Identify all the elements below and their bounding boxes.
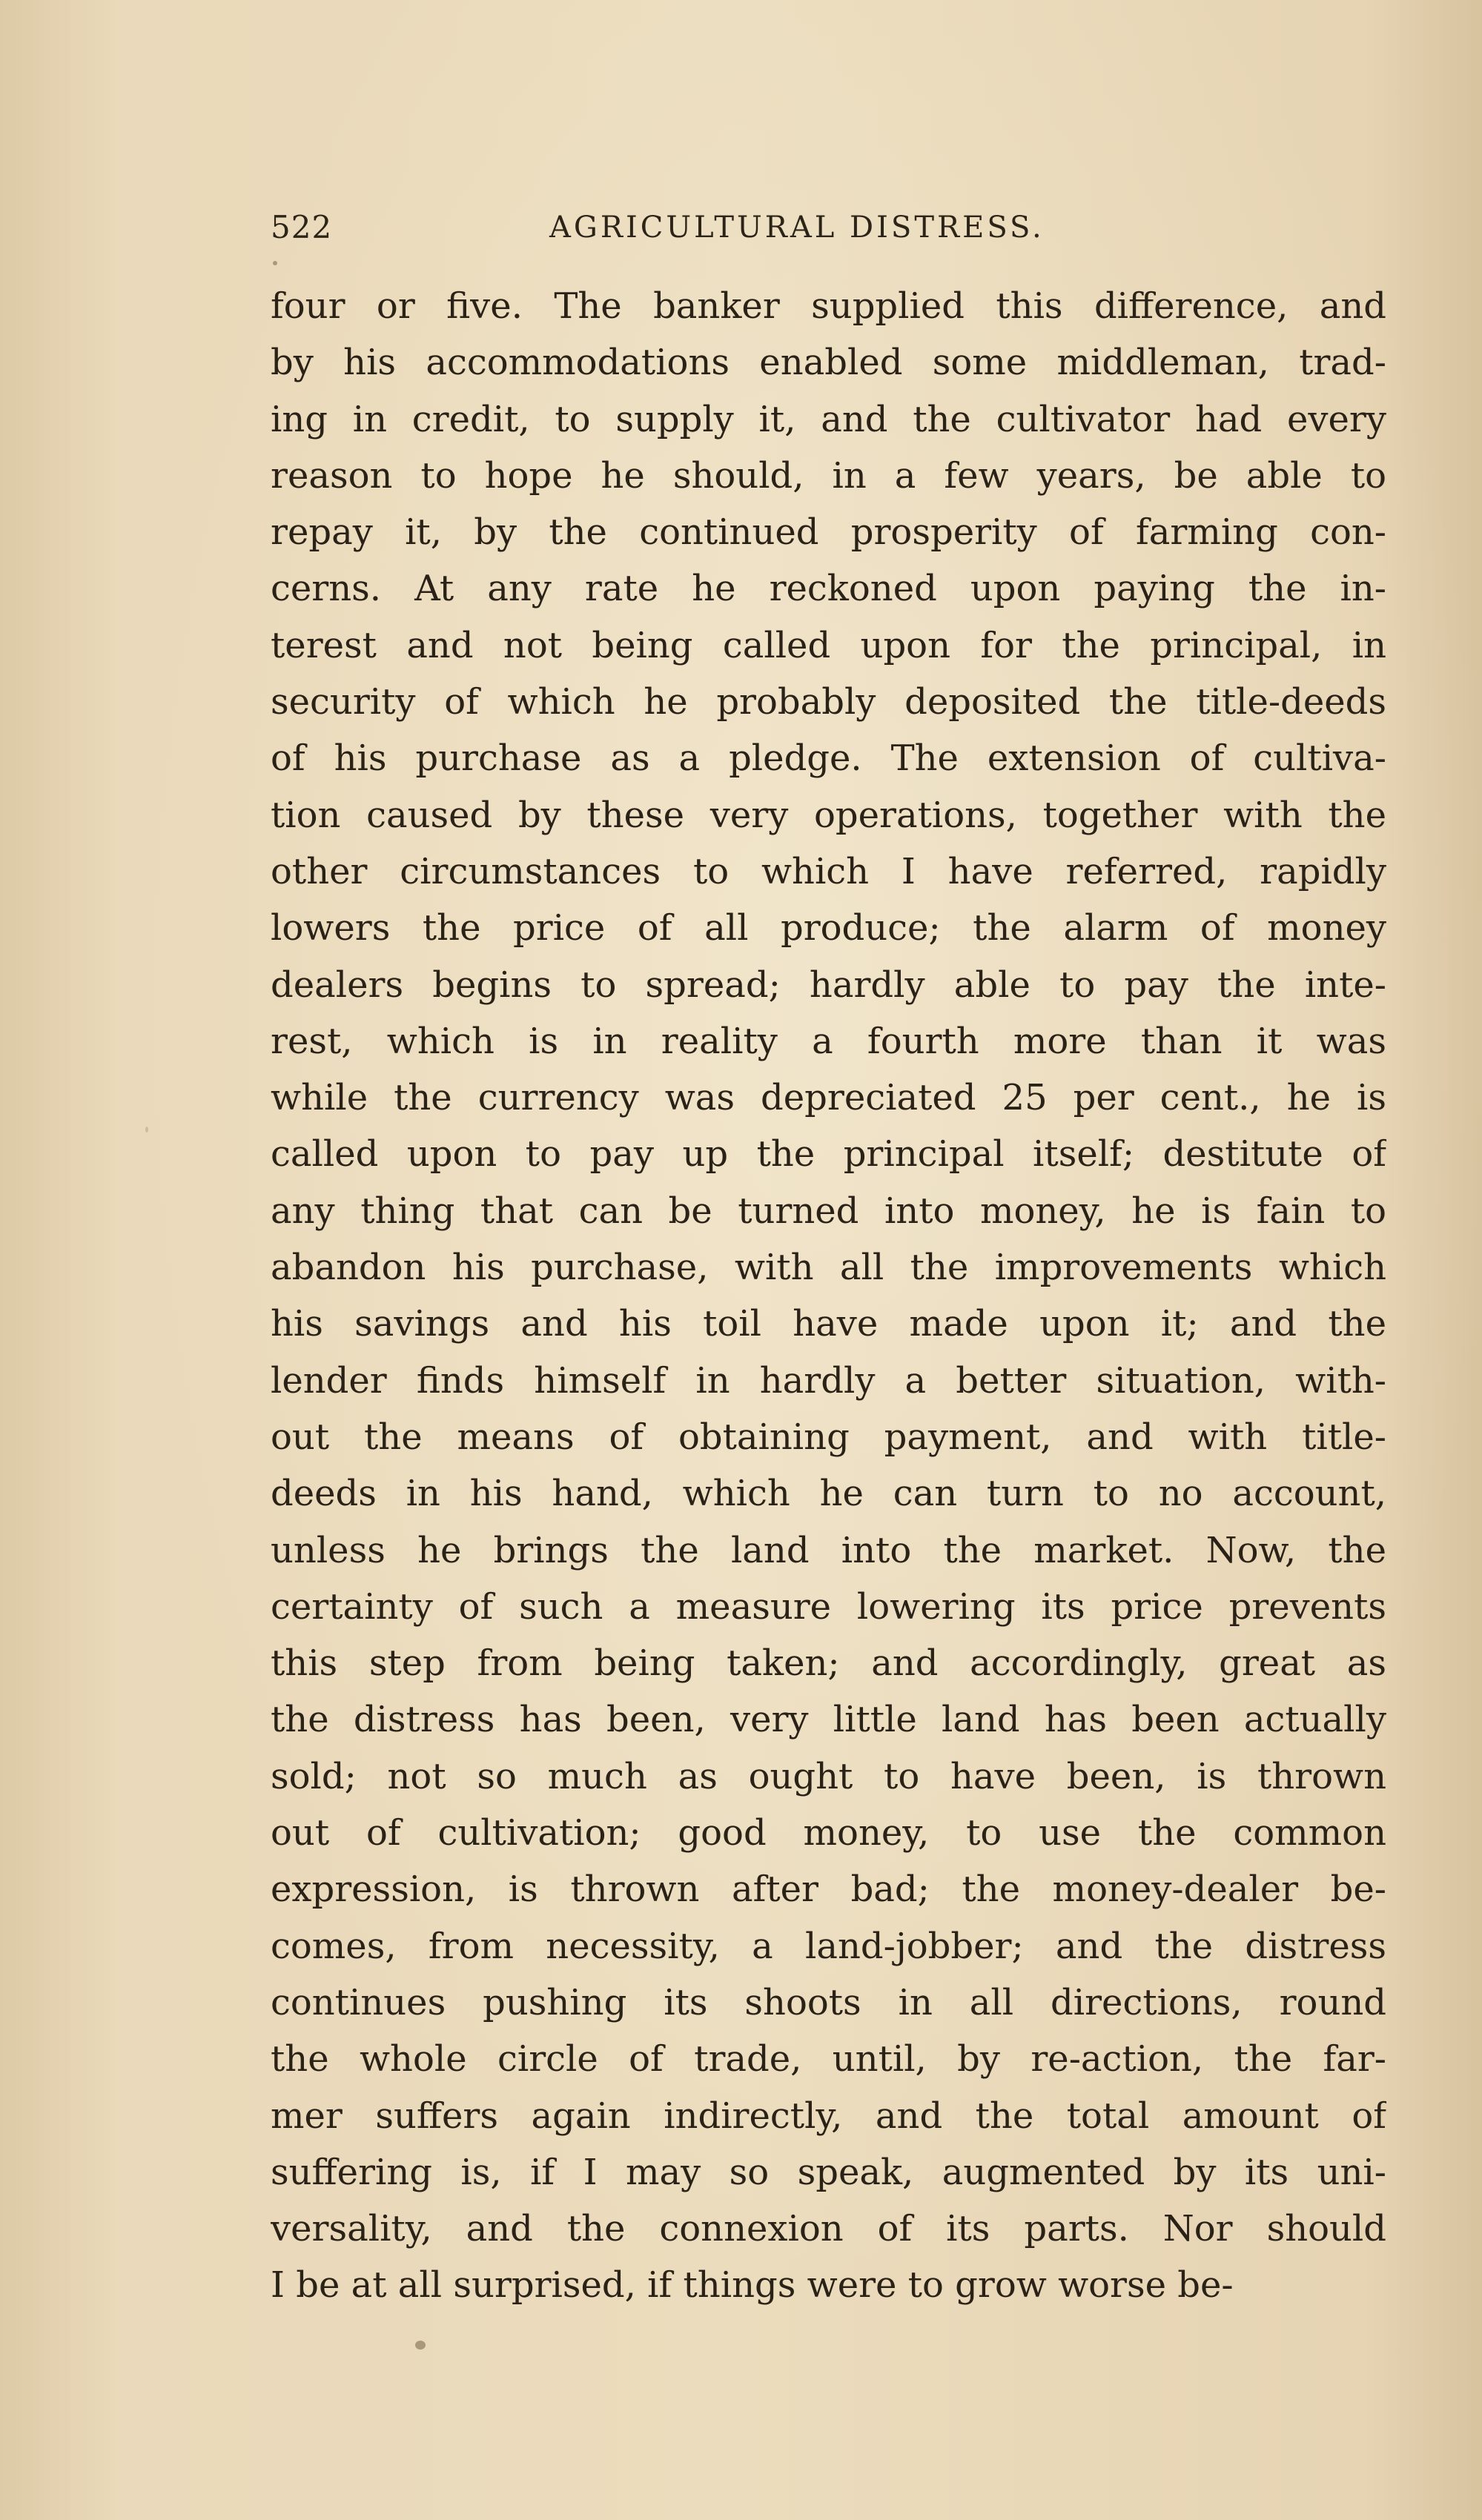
body-text	[271, 278, 1386, 2314]
ink-speck	[415, 2341, 426, 2350]
text-line: this step from being taken; and accordingly, great as	[271, 1642, 1386, 1685]
text-line: dealers begins to spread; hardly able to pay the inte-	[271, 964, 1386, 1006]
text-line: cerns. At any rate he reckoned upon paying the in-	[271, 568, 1386, 610]
running-title: AGRICULTURAL DISTRESS.	[549, 210, 1045, 245]
text-line: continues pushing its shoots in all directions, round	[271, 1981, 1386, 2023]
text-line: out the means of obtaining payment, and with title-	[271, 1416, 1386, 1458]
text-line: sold; not so much as ought to have been, is thrown	[271, 1755, 1386, 1797]
text-line: of his purchase as a pledge. The extension of cultiva-	[271, 737, 1386, 780]
text-line: abandon his purchase, with all the improvements which	[271, 1247, 1386, 1289]
text-line: out of cultivation; good money, to use the common	[271, 1812, 1386, 1854]
text-line: certainty of such a measure lowering its price prevents	[271, 1585, 1386, 1628]
text-line: while the currency was depreciated 25 per cent., he is	[271, 1077, 1386, 1119]
text-line: the whole circle of trade, until, by re-action, the far-	[271, 2038, 1386, 2080]
text-line: reason to hope he should, in a few years, be able to	[271, 454, 1386, 497]
text-line: versality, and the connexion of its parts. Nor should	[271, 2208, 1386, 2250]
text-line: any thing that can be turned into money, he is fain to	[271, 1190, 1386, 1232]
text-line: lowers the price of all produce; the alarm of money	[271, 907, 1386, 949]
text-line: comes, from necessity, a land-jobber; and the distress	[271, 1925, 1386, 1967]
text-line: called upon to pay up the principal itself; destitute of	[271, 1133, 1386, 1176]
text-line: security of which he probably deposited the title-deeds	[271, 681, 1386, 723]
text-line: four or five. The banker supplied this difference, and	[271, 285, 1386, 327]
page-number: 522	[271, 209, 333, 245]
text-line: I be at all surprised, if things were to grow worse be-	[271, 2264, 1234, 2307]
text-line: suffering is, if I may so speak, augmented by its uni-	[271, 2151, 1386, 2193]
text-line: deeds in his hand, which he can turn to no account,	[271, 1473, 1386, 1515]
text-line: lender finds himself in hardly a better situation, with-	[271, 1359, 1386, 1402]
text-line: other circumstances to which I have referred, rapidly	[271, 850, 1386, 892]
text-line: ing in credit, to supply it, and the cultivator had every	[271, 398, 1386, 440]
text-line: expression, is thrown after bad; the money-dealer be-	[271, 1869, 1386, 1911]
text-line: rest, which is in reality a fourth more than it was	[271, 1020, 1386, 1062]
text-line: repay it, by the continued prosperity of farming con-	[271, 511, 1386, 554]
text-line: his savings and his toil have made upon it; and the	[271, 1303, 1386, 1345]
text-line: the distress has been, very little land has been actually	[271, 1699, 1386, 1741]
ink-speck	[273, 261, 277, 265]
ink-speck	[145, 1127, 148, 1133]
text-line: terest and not being called upon for the principal, in	[271, 624, 1386, 666]
text-line: by his accommodations enabled some middleman, trad-	[271, 342, 1386, 384]
text-line: unless he brings the land into the market. Now, the	[271, 1529, 1386, 1571]
text-line: tion caused by these very operations, together with the	[271, 794, 1386, 836]
running-head	[271, 209, 1116, 261]
text-line: mer suffers again indirectly, and the total amount of	[271, 2095, 1386, 2137]
